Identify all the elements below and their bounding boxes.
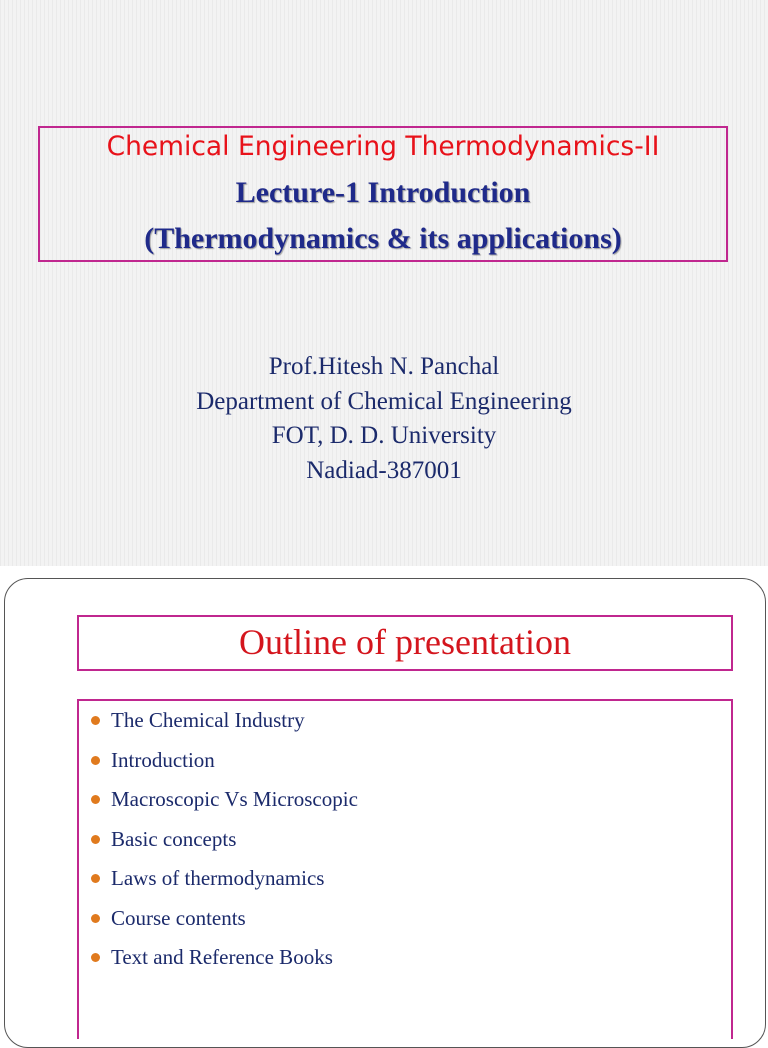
outline-title: Outline of presentation [239, 622, 571, 662]
bullet-dot-icon [91, 716, 100, 725]
author-department: Department of Chemical Engineering [196, 387, 572, 415]
author-institution: FOT, D. D. University [271, 422, 497, 449]
author-block [0, 350, 768, 488]
bullet-dot-icon [91, 756, 100, 765]
list-item [89, 905, 358, 945]
list-item-label: Introduction [111, 747, 215, 772]
bullet-dot-icon [91, 874, 100, 883]
list-item-label: Text and Reference Books [111, 945, 333, 969]
list-item-label: Course contents [111, 905, 246, 930]
list-item [89, 826, 358, 866]
list-item [89, 865, 358, 905]
bullet-dot-icon [91, 835, 100, 844]
lecture-title: Lecture-1 Introduction [235, 176, 531, 209]
list-item [89, 707, 358, 747]
bullet-dot-icon [91, 953, 100, 962]
list-item-label: The Chemical Industry [111, 708, 305, 732]
author-location: Nadiad-387001 [306, 456, 462, 484]
outline-title-box [77, 615, 733, 671]
list-item-label: Laws of thermodynamics [111, 866, 325, 890]
lecture-subtitle: (Thermodynamics & its applications) [144, 222, 622, 255]
bullet-dot-icon [91, 795, 100, 804]
list-item [89, 786, 358, 826]
list-item [89, 747, 358, 787]
list-item [89, 944, 358, 984]
title-box [38, 126, 728, 262]
outline-slide [4, 578, 766, 1048]
list-item-label: Macroscopic Vs Microscopic [111, 787, 358, 811]
list-item-label: Basic concepts [111, 826, 237, 851]
author-name: Prof.Hitesh N. Panchal [268, 353, 500, 380]
course-title: Chemical Engineering Thermodynamics-II [106, 131, 660, 162]
bullet-dot-icon [91, 914, 100, 923]
outline-list [89, 707, 358, 984]
outline-bullets-box [77, 699, 733, 1039]
